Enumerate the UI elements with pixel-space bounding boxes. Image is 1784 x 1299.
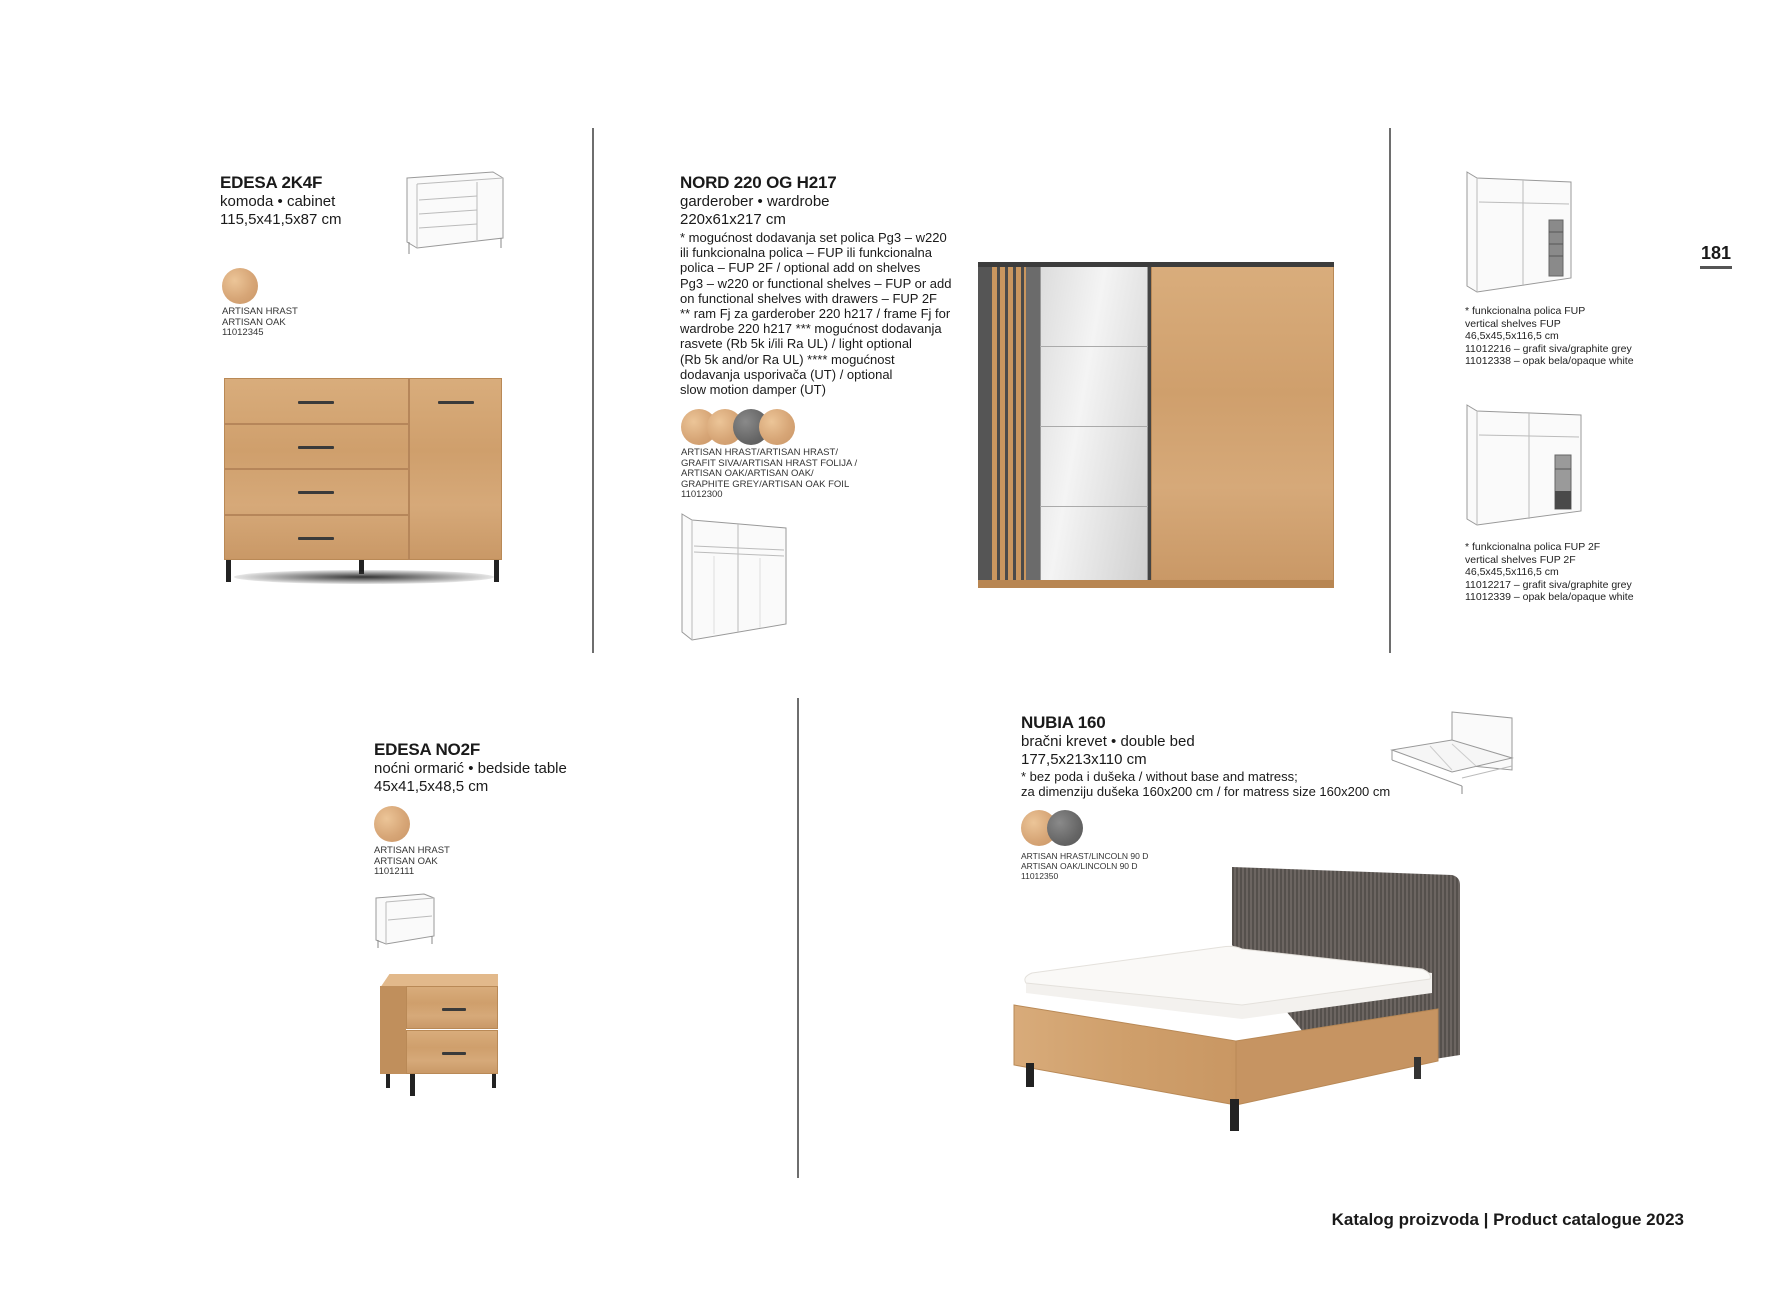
lincoln-fabric-swatch xyxy=(1047,810,1083,846)
drawer-handle xyxy=(298,446,334,449)
wardrobe-base xyxy=(978,580,1334,588)
product-type: bračni krevet • double bed xyxy=(1021,733,1195,750)
edesa-2k4f-photo xyxy=(224,378,502,588)
footer-caption: Katalog proizvoda | Product catalogue 2023 xyxy=(1331,1210,1684,1229)
cabinet-leg xyxy=(226,560,231,582)
nightstand-leg xyxy=(386,1074,390,1088)
product-title: NORD 220 OG H217 xyxy=(680,173,837,192)
oak-swatch xyxy=(222,268,258,304)
fup-info: * funkcionalna polica FUP vertical shelves FUP 46,5x45,5x116,5 cm 11012216 – grafit siva/graphite grey 11012338 – opak bela/opaque white xyxy=(1465,305,1634,367)
edesa-2k4f-line-drawing xyxy=(405,170,505,255)
drawer-handle xyxy=(298,491,334,494)
nubia-photo xyxy=(1012,865,1462,1140)
product-note: * mogućnost dodavanja set polica Pg3 – w220 ili funkcionalna polica – FUP ili funkcionalna polica – FUP 2F / optional add on shelves Pg3 – w220 or functional shelves – FUP or add on functional shelves with drawers – FUP 2F ** ram Fj za garderober 220 h217 / frame Fj for wardrobe 220 h217 *** mogućnost dodavanja rasvete (Rb 5k i/ili Ra UL) / light optional (Rb 5k and/or Ra UL) **** mogućnost dodavanja usporivača (UT) / optional slow motion damper (UT) xyxy=(680,230,952,398)
page-number-underline xyxy=(1700,266,1732,269)
product-dims: 177,5x213x110 cm xyxy=(1021,751,1147,768)
oak-foil-swatch xyxy=(759,409,795,445)
wardrobe-slats xyxy=(992,266,1026,582)
product-dims: 45x41,5x48,5 cm xyxy=(374,778,489,795)
product-note: * bez poda i dušeka / without base and matress; za dimenziju dušeka 160x200 cm / for matress size 160x200 cm xyxy=(1021,769,1391,800)
nubia-header xyxy=(1021,713,1390,799)
wardrobe-mirror xyxy=(1040,266,1148,582)
cabinet-leg xyxy=(494,560,499,582)
drawer-line xyxy=(224,423,408,425)
mirror-line xyxy=(1040,426,1148,427)
product-type: noćni ormarić • bedside table xyxy=(374,760,567,777)
page-number: 181 xyxy=(1700,243,1732,269)
product-dims: 220x61x217 cm xyxy=(680,211,786,228)
cabinet-divider xyxy=(408,378,410,560)
product-type: garderober • wardrobe xyxy=(680,193,830,210)
fup2f-line-drawing xyxy=(1465,403,1585,528)
edesa-no2f-finish: ARTISAN HRAST ARTISAN OAK 11012111 xyxy=(374,845,450,877)
wardrobe-oak-door xyxy=(1151,266,1334,582)
edesa-no2f-line-drawing xyxy=(374,892,436,950)
nubia-line-drawing xyxy=(1390,710,1515,795)
divider-bottom xyxy=(797,698,799,1178)
nord-header xyxy=(680,173,970,397)
drawer-handle xyxy=(298,401,334,404)
drawer-handle xyxy=(298,537,334,540)
cabinet-shadow xyxy=(234,570,494,584)
nubia-finish: ARTISAN HRAST/LINCOLN 90 D ARTISAN OAK/LINCOLN 90 D 11012350 xyxy=(1021,851,1149,881)
nightstand-leg xyxy=(492,1074,496,1088)
oak-swatch xyxy=(374,806,410,842)
divider-top-right xyxy=(1389,128,1391,653)
edesa-no2f-header xyxy=(374,740,567,796)
edesa-no2f-photo xyxy=(380,974,500,1099)
wardrobe-side xyxy=(978,266,992,582)
nightstand-side xyxy=(380,986,406,1074)
wardrobe-top xyxy=(978,262,1334,267)
mirror-line xyxy=(1040,506,1148,507)
door-handle xyxy=(438,401,474,404)
wardrobe-grey-panel xyxy=(1026,266,1040,582)
fup2f-info: * funkcionalna polica FUP 2F vertical shelves FUP 2F 46,5x45,5x116,5 cm 11012217 – grafit siva/graphite grey 11012339 – opak bela/opaque white xyxy=(1465,541,1634,603)
fup-line-drawing xyxy=(1465,170,1575,295)
product-type: komoda • cabinet xyxy=(220,193,336,210)
drawer-handle xyxy=(442,1052,466,1055)
drawer-handle xyxy=(442,1008,466,1011)
edesa-2k4f-header xyxy=(220,173,341,229)
divider-top-left xyxy=(592,128,594,653)
product-title: EDESA 2K4F xyxy=(220,173,323,192)
nightstand-leg xyxy=(410,1074,415,1096)
product-title: EDESA NO2F xyxy=(374,740,481,759)
nord-line-drawing xyxy=(680,512,790,642)
mirror-line xyxy=(1040,346,1148,347)
drawer-line xyxy=(224,514,408,516)
product-title: NUBIA 160 xyxy=(1021,713,1106,732)
product-dims: 115,5x41,5x87 cm xyxy=(220,211,342,228)
edesa-2k4f-finish: ARTISAN HRAST ARTISAN OAK 11012345 xyxy=(222,306,298,338)
nord-photo xyxy=(978,262,1338,594)
nord-finish: ARTISAN HRAST/ARTISAN HRAST/ GRAFIT SIVA/ARTISAN HRAST FOLIJA / ARTISAN OAK/ARTISAN OAK/ GRAPHITE GREY/ARTISAN OAK FOIL 11012300 xyxy=(681,447,858,500)
drawer-line xyxy=(224,468,408,470)
